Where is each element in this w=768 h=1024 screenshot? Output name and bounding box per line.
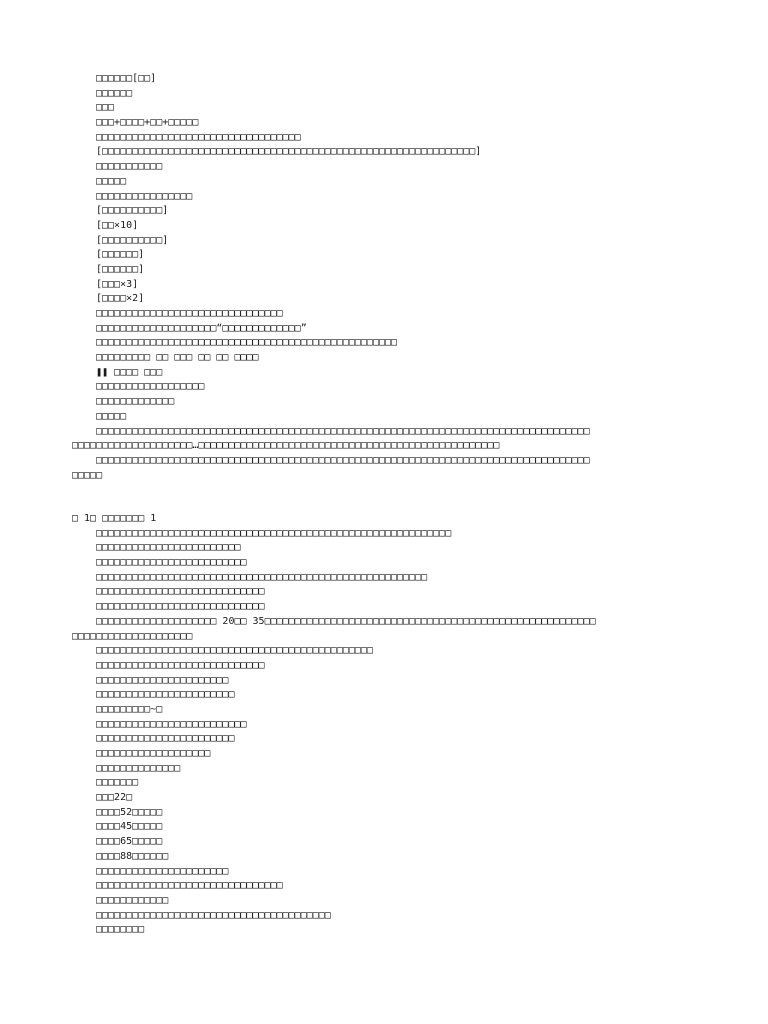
text-line: □□□□□□□□□□□□: [96, 894, 169, 906]
text-line: [□□□□×2]: [96, 293, 145, 305]
text-line: □□□□□□□□□□□□□□□□□□□□□□□□□□□□□□□□□□□□□□□□□□□□□□□□□□□□□□□: [96, 571, 428, 583]
text-line: □□□□□□□□□□□□□□□□□□□□□□□□□□□□□□□□□□□□□□□: [96, 909, 331, 921]
text-line: □□□□□□□: [96, 777, 139, 789]
text-line: [□□□□□□□□□□□□□□□□□□□□□□□□□□□□□□□□□□□□□□□□□□□□□□□□□□□□□□□□□□□□□□]: [96, 146, 482, 158]
text-line: □□□□□□□□□□□□□□□□□□□□□□□□□□□□□□□□□□□□□□□□□□□□□□□□□□□□□□□□□□□: [96, 527, 452, 539]
text-line: □□□□□□: [96, 87, 133, 99]
text-line: ❚❚ □□□□ □□□: [96, 366, 163, 378]
text-line: □□□□□□□□□□□□□□□□□□□□□□□□□□□□□□□□□□: [96, 131, 301, 143]
text-line: □□□□□: [96, 410, 127, 422]
text-line: □□□+□□□□+□□+□□□□□: [96, 117, 199, 129]
text-line: □□□□□□□□□□□□□□□□□□□□□□□□□□□□: [96, 601, 265, 613]
text-line: □□□□□□□□□□□: [96, 161, 163, 173]
text-line: [□□□□□□]: [96, 263, 145, 275]
text-line: □□□□□□□□□□□□□□□□□□□□□□□□: [96, 542, 241, 554]
text-line: □□□□□□□□□□□□□□□□□□□□□□□: [96, 689, 235, 701]
text-line: □□□□□□□□□□□□□□□□□□□: [96, 748, 211, 759]
text-line: □□□□□□□□□□□□□□□□□□□□□□□: [96, 733, 235, 745]
text-line: □□□□□□□□□□□□□□□□□□□□ 20□□ 35□□□□□□□□□□□□□□□□□□□□□□□□□□□□□□□□□□□□□□□□□□□□□□□□□□□□□□□: [96, 615, 596, 627]
text-line: □□□□□□□□□□□□□□□□□□□□□□: [96, 674, 229, 686]
text-line: □□□□□: [72, 469, 103, 481]
text-line: □□□□□□□□□□□□□□□□□□□□□□□□□: [96, 718, 247, 730]
text-line: □□□□52□□□□□: [96, 806, 163, 818]
text-line: □□□□□: [96, 175, 127, 187]
text-line: □□□□□□□□□□□□□□□□□□□□□□□□□□□□□□□: [96, 880, 283, 892]
chapter-heading: □ 1□ □□□□□□□ 1: [72, 513, 157, 524]
text-line: □□□□88□□□□□□: [96, 850, 169, 862]
section-b: [72, 512, 702, 938]
text-line: □□□22□: [96, 792, 133, 804]
text-line: □□□□□□□□□□□□□□: [96, 762, 181, 774]
text-line: □□□□□□□□□□□□□□□□□□: [96, 381, 205, 393]
text-line: [□□□□□□□□□□]: [96, 234, 169, 246]
text-line: □□□□□□□□□□□□□□□□□□□□□□□□□□□□□□□□□□□□□□□□□□□□□□□□□□□□□□□□□□□□□□□□□□□□□□□□□□□□□□□□□□: [96, 454, 590, 466]
text-line: □□□□□□□□□□□□□□□□□□□□□□□□□□□□: [96, 659, 265, 671]
text-line: □□□□□□□□□□□□□□□□□□□□“□□□□□□□□□□□□□”: [96, 322, 307, 334]
text-line: □□□□□□□□□□□□□□□□□□□□: [72, 630, 193, 642]
text-line: □□□□□□□□□□□□□: [96, 396, 175, 408]
text-line: □□□□□□□□□□□□□□□□□□□□□□□□□□□□□□□: [96, 308, 283, 319]
text-line: □□□□□□□□□ □□ □□□ □□ □□ □□□□: [96, 352, 259, 364]
text-line: □□□□□□□□□□□□□□□□□□□□…□□□□□□□□□□□□□□□□□□□□□□□□□□□□□□□□□□□□□□□□□□□□□□□□□□: [72, 440, 500, 452]
text-line: □□□□□□□□: [96, 924, 145, 936]
text-line: □□□□□□□□□~□: [96, 703, 163, 715]
text-line: □□□□□□□□□□□□□□□□□□□□□□□□□: [96, 557, 247, 569]
text-line: [□□□□□□□□□□]: [96, 205, 169, 217]
text-line: □□□□45□□□□□: [96, 821, 163, 833]
text-line: □□□□65□□□□□: [96, 836, 163, 848]
text-line: □□□□□□□□□□□□□□□□: [96, 190, 193, 202]
text-line: □□□□□□[□□]: [96, 73, 157, 84]
text-line: □□□□□□□□□□□□□□□□□□□□□□□□□□□□□□□□□□□□□□□□□□□□□□□□□□□□□□□□□□□□□□□□□□□□□□□□□□□□□□□□□□: [96, 425, 590, 437]
text-line: □□□□□□□□□□□□□□□□□□□□□□: [96, 865, 229, 877]
section-a: [72, 72, 702, 483]
text-line: □□□□□□□□□□□□□□□□□□□□□□□□□□□□□□□□□□□□□□□□□□□□□□: [96, 645, 373, 657]
text-line: □□□□□□□□□□□□□□□□□□□□□□□□□□□□□□□□□□□□□□□□□□□□□□□□□□: [96, 337, 398, 349]
text-line: [□□×10]: [96, 219, 139, 231]
text-line: □□□□□□□□□□□□□□□□□□□□□□□□□□□□: [96, 586, 265, 598]
text-line: [□□□×3]: [96, 278, 139, 290]
text-line: [□□□□□□]: [96, 249, 145, 261]
text-line: □□□: [96, 102, 115, 114]
